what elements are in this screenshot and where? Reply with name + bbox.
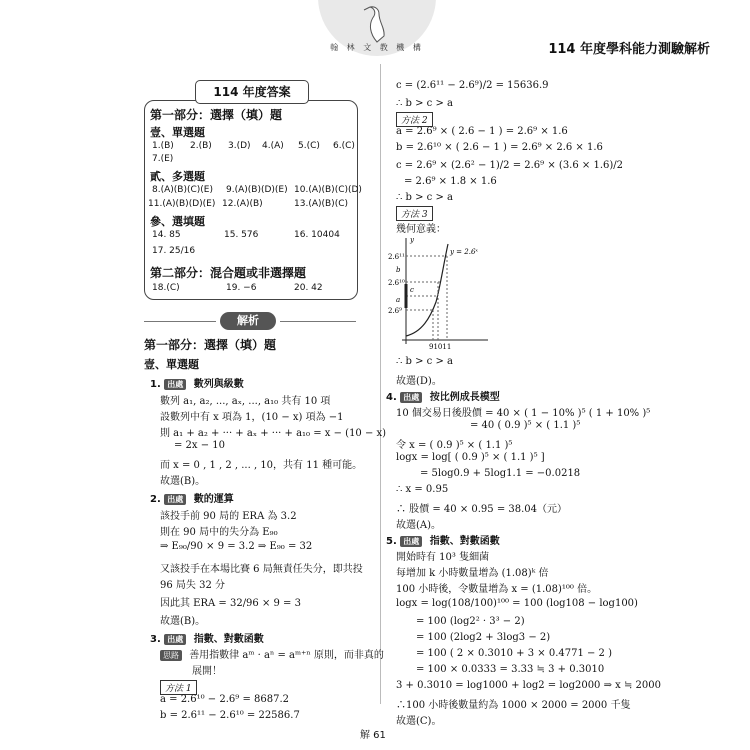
q4-line: 10 個交易日後股價 = 40 × ( 1 − 10% )⁵ ( 1 + 10% )⁵ — [396, 408, 651, 419]
analysis-label: 解析 — [220, 312, 276, 330]
q2-line: 96 局失 32 分 — [160, 580, 225, 591]
exponential-graph — [388, 232, 492, 351]
c-label: c — [410, 286, 414, 294]
crane-icon — [360, 4, 394, 44]
q5-line: 每增加 k 小時數量增為 (1.08)ᵏ 倍 — [396, 568, 549, 579]
answers-single-heading: 壹、單選題 — [150, 126, 205, 139]
q2-line: 因此其 ERA = 32/96 × 9 = 3 — [160, 598, 301, 609]
q5-line: 故選(C)。 — [396, 716, 442, 727]
answer-item: 6.(C) — [333, 141, 355, 151]
answers-part2-heading: 第二部分：混合題或非選擇題 — [150, 266, 307, 280]
q1-header — [150, 375, 244, 390]
analysis-single-heading: 壹、單選題 — [144, 358, 199, 371]
q4-topic: 按比例成長模型 — [429, 392, 500, 403]
q2-badge: 出處 — [164, 494, 186, 505]
answers-multi-heading: 貳、多選題 — [150, 170, 205, 183]
q3-topic: 指數、對數函數 — [193, 634, 264, 645]
q2-line: 又該投手在本場比賽 6 局無責任失分，即共投 — [160, 564, 363, 575]
q3-idea-badge: 思路 — [160, 650, 182, 661]
q5-line: = 100 ( 2 × 0.3010 + 3 × 0.4771 − 2 ) — [416, 648, 612, 659]
x-tick-labels: 91011 — [429, 343, 452, 351]
q5-line: = 100 × 0.0333 = 3.33 ≒ 3 + 0.3010 — [416, 664, 605, 675]
answer-item: 20. 42 — [294, 283, 323, 293]
answer-box-title: 114 年度答案 — [195, 80, 309, 104]
q5-header — [386, 532, 500, 547]
q1-topic: 數列與級數 — [193, 379, 244, 390]
q3-badge: 出處 — [164, 634, 186, 645]
answer-item: 9.(A)(B)(D)(E) — [226, 185, 288, 195]
q1-line: 故選(B)。 — [160, 476, 206, 487]
answer-item: 16. 10404 — [294, 230, 340, 240]
q4-line: 故選(A)。 — [396, 520, 442, 531]
q3-answer: 故選(D)。 — [396, 376, 442, 387]
q3-m2-line: a = 2.6⁹ × ( 2.6 − 1 ) = 2.6⁹ × 1.6 — [396, 126, 568, 137]
q3-method1-label: 方法 1 — [160, 680, 197, 695]
curve-label: y = 2.6ˣ — [450, 248, 478, 256]
answer-item: 1.(B) — [152, 141, 174, 151]
page-number: 解 61 — [360, 730, 386, 741]
answer-item: 7.(E) — [152, 154, 174, 164]
y-label: b — [396, 266, 401, 274]
answer-item: 18.(C) — [152, 283, 180, 293]
q3-c-line: c = (2.6¹¹ − 2.6⁹)/2 = 15636.9 — [396, 80, 549, 91]
q3-idea-text: 善用指數律 aᵐ · aⁿ = aᵐ⁺ⁿ 原則，而非真的 — [189, 650, 384, 661]
q3-m2-line: ∴ b > c > a — [396, 192, 453, 203]
q4-number: 4. — [386, 392, 397, 403]
q3-conclusion: ∴ b > c > a — [396, 356, 453, 367]
q3-idea — [160, 646, 384, 661]
q2-line: ⇒ E₉₀/90 × 9 = 3.2 ⇒ E₉₀ = 32 — [160, 541, 313, 552]
analysis-part1-heading: 第一部分：選擇（填）題 — [144, 338, 277, 352]
y-axis-label: y — [410, 236, 414, 244]
q4-line: 令 x = ( 0.9 )⁵ × ( 1.1 )⁵ — [396, 440, 513, 451]
answer-item: 12.(A)(B) — [222, 199, 263, 209]
q2-line: 則在 90 局中的失分為 E₉₀ — [160, 527, 278, 538]
q5-line: = 100 (2log2 + 3log3 − 2) — [416, 632, 551, 643]
q5-line: = 100 (log2² · 3³ − 2) — [416, 616, 525, 627]
q5-number: 5. — [386, 536, 397, 547]
answers-fill-heading: 參、選填題 — [150, 215, 205, 228]
q4-line: logx = log[ ( 0.9 )⁵ × ( 1.1 )⁵ ] — [396, 452, 545, 463]
answer-item: 2.(B) — [190, 141, 212, 151]
y-label: 2.6¹⁰ — [388, 279, 405, 287]
answer-item: 10.(A)(B)(C)(D) — [294, 185, 362, 195]
divider-line — [280, 321, 356, 322]
publisher-logo — [318, 0, 436, 56]
q5-line: 3 + 0.3010 = log1000 + log2 = log2000 ⇒ x ≒ 2000 — [396, 680, 661, 691]
q3-method2-label: 方法 2 — [396, 112, 433, 127]
q3-number: 3. — [150, 634, 161, 645]
answer-item: 15. 576 — [224, 230, 259, 240]
q1-line: 數列 a₁, a₂, ..., aₓ, ..., a₁₀ 共有 10 項 — [160, 396, 331, 407]
q1-line: 設數列中有 x 項為 1，(10 − x) 項為 −1 — [160, 412, 344, 423]
q1-line: 則 a₁ + a₂ + ··· + aₓ + ··· + a₁₀ = x − (10 − x) — [160, 428, 387, 439]
answer-item: 4.(A) — [262, 141, 284, 151]
y-label: 2.6⁹ — [388, 307, 402, 315]
q5-line: 100 小時後，令數量增為 x = (1.08)¹⁰⁰ 倍。 — [396, 584, 598, 595]
q3-m2-line: = 2.6⁹ × 1.8 × 1.6 — [404, 176, 497, 187]
page-header-title: 114 年度學科能力測驗解析 — [548, 42, 710, 57]
logo-text: 翰 林 文 教 機 構 — [330, 43, 424, 52]
answer-item: 17. 25/16 — [152, 246, 196, 256]
q2-header — [150, 490, 234, 505]
q3-header — [150, 630, 264, 645]
answer-item: 13.(A)(B)(C) — [294, 199, 348, 209]
divider-line — [144, 321, 216, 322]
q1-badge: 出處 — [164, 379, 186, 390]
y-label: a — [396, 296, 401, 304]
q4-badge: 出處 — [400, 392, 422, 403]
q2-line: 該投手前 90 局的 ERA 為 3.2 — [160, 511, 297, 522]
q3-m2-line: b = 2.6¹⁰ × ( 2.6 − 1 ) = 2.6⁹ × 2.6 × 1.6 — [396, 142, 603, 153]
answer-item: 3.(D) — [228, 141, 251, 151]
q5-line: ∴100 小時後數量約為 1000 × 2000 = 2000 千隻 — [396, 700, 631, 711]
y-label: 2.6¹¹ — [388, 253, 405, 261]
q2-topic: 數的運算 — [193, 494, 234, 505]
q1-number: 1. — [150, 379, 161, 390]
q2-number: 2. — [150, 494, 161, 505]
q3-conclusion: ∴ b > c > a — [396, 98, 453, 109]
q5-badge: 出處 — [400, 536, 422, 547]
q2-line: 故選(B)。 — [160, 616, 206, 627]
column-divider — [380, 64, 381, 704]
answer-item: 8.(A)(B)(C)(E) — [152, 185, 213, 195]
q4-line: = 40 ( 0.9 )⁵ × ( 1.1 )⁵ — [470, 420, 581, 431]
q5-topic: 指數、對數函數 — [429, 536, 500, 547]
answer-item: 14. 85 — [152, 230, 181, 240]
q5-line: logx = log(108/100)¹⁰⁰ = 100 (log108 − log100) — [396, 598, 638, 609]
q3-line: b = 2.6¹¹ − 2.6¹⁰ = 22586.7 — [160, 710, 300, 721]
answer-item: 5.(C) — [298, 141, 320, 151]
q3-m2-line: c = 2.6⁹ × (2.6² − 1)/2 = 2.6⁹ × (3.6 × 1.6)/2 — [396, 160, 623, 171]
q1-line: 而 x = 0 , 1 , 2 , ... , 10，共有 11 種可能。 — [160, 460, 363, 471]
q4-header — [386, 388, 500, 403]
answer-item: 19. −6 — [226, 283, 257, 293]
q1-line: = 2x − 10 — [174, 440, 226, 451]
answer-item: 11.(A)(B)(D)(E) — [148, 199, 216, 209]
q3-idea-text: 展開！ — [192, 666, 222, 677]
q4-line: ∴ 股價 = 40 × 0.95 = 38.04（元） — [396, 504, 568, 515]
q3-m3-title: 幾何意義： — [396, 224, 446, 235]
q5-line: 開始時有 10³ 隻細菌 — [396, 552, 490, 563]
q4-line: ∴ x = 0.95 — [396, 484, 449, 495]
q3-line: a = 2.6¹⁰ − 2.6⁹ = 8687.2 — [160, 694, 289, 705]
q4-line: = 5log0.9 + 5log1.1 = −0.0218 — [420, 468, 581, 479]
answers-part1-heading: 第一部分：選擇（填）題 — [150, 108, 283, 122]
q3-method3-label: 方法 3 — [396, 206, 433, 221]
